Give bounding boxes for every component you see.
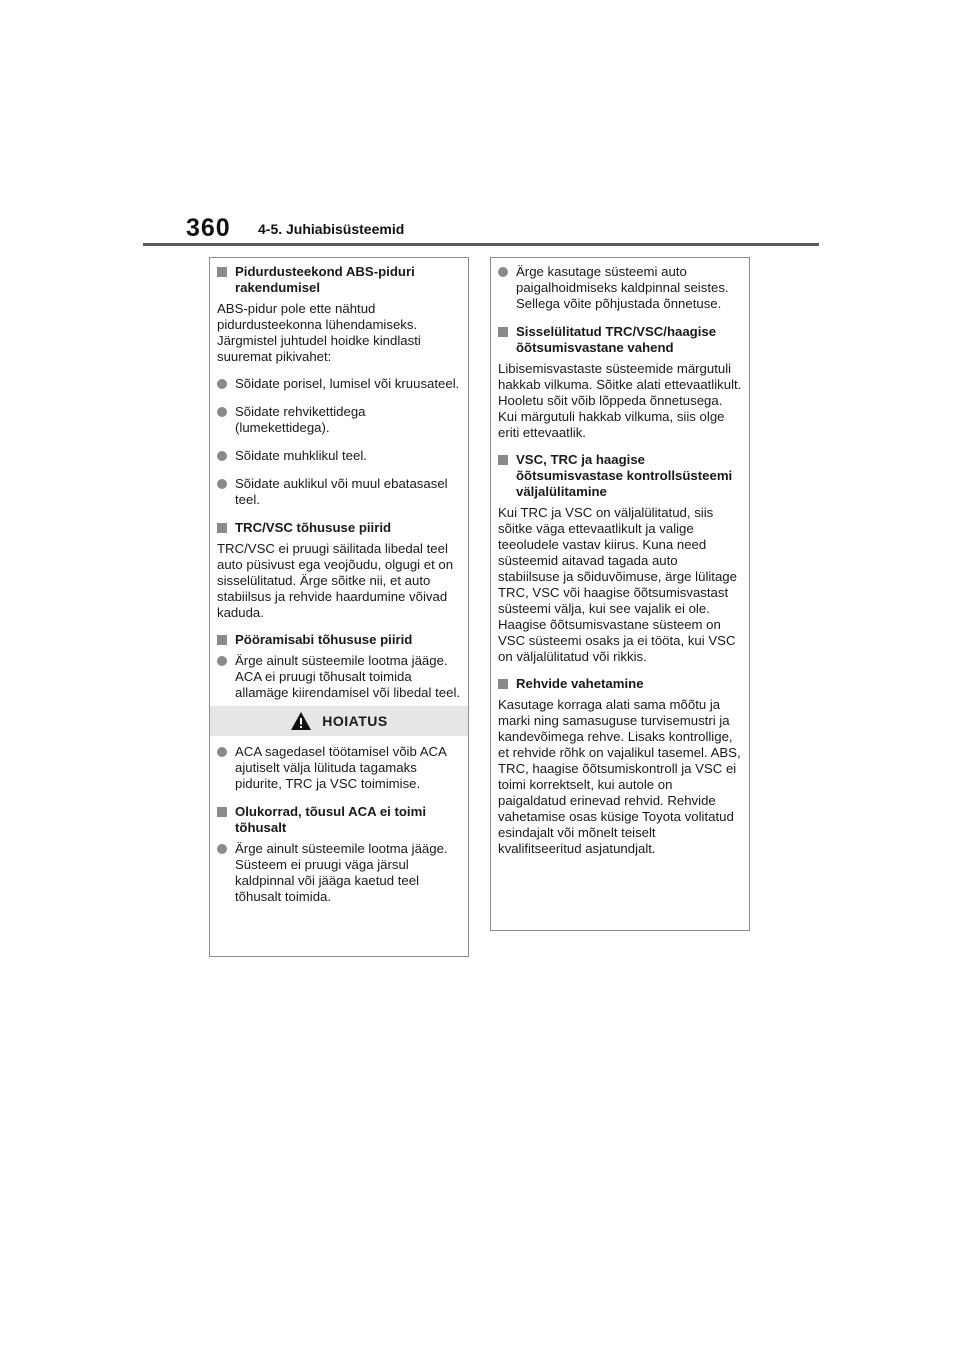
circle-bullet-icon xyxy=(498,267,508,277)
trc-heading xyxy=(217,520,461,536)
left-column xyxy=(209,257,469,957)
square-bullet-icon xyxy=(498,455,508,465)
abs-bullet-4 xyxy=(217,476,461,508)
warning-body xyxy=(210,736,468,905)
warning-banner xyxy=(210,706,468,736)
steer-heading xyxy=(217,632,461,648)
circle-bullet-icon xyxy=(217,407,227,417)
right-column-content xyxy=(491,258,749,857)
tire-change-heading xyxy=(498,676,742,692)
left-column-content xyxy=(210,258,468,701)
trc-on-paragraph: Libisemisvastaste süsteemide märgutuli hakkab vilkuma. Sõitke alati ettevaatlikult. Hooletu sõit võib lõppeda õnnetusega. Kui märgutuli hakkab vilkuma, siis olge eriti ettevaatlik. xyxy=(498,361,742,440)
trc-on-heading-text: Sisselülitatud TRC/VSC/haagise õõtsumisvastane vahend xyxy=(516,324,717,355)
vsc-off-heading-text: VSC, TRC ja haagise õõtsumisvastase kontrollsüsteemi väljalülitamine xyxy=(516,452,733,499)
square-bullet-icon xyxy=(217,267,227,277)
warning-sub-heading xyxy=(217,804,461,836)
page-number: 360 xyxy=(186,214,231,242)
square-bullet-icon xyxy=(498,327,508,337)
abs-bullet-1 xyxy=(217,376,461,392)
right-column xyxy=(490,257,750,931)
square-bullet-icon xyxy=(217,807,227,817)
header-rule xyxy=(143,243,819,246)
square-bullet-icon xyxy=(217,523,227,533)
abs-bullet-3-text: Sõidate muhklikul teel. xyxy=(235,448,367,463)
warning-triangle-icon xyxy=(290,711,312,731)
warning-sub-bullet xyxy=(217,841,461,905)
steer-heading-text: Pööramisabi tõhususe piirid xyxy=(235,632,413,647)
abs-bullet-2 xyxy=(217,404,461,436)
tire-change-paragraph: Kasutage korraga alati sama mõõtu ja marki ning samasuguse turvisemustri ja kandevõimega rehve. Lisaks kontrollige, et rehvide rõhk on vajalikul tasemel. ABS, TRC, haagise õõtsumiskontroll ja VSC ei toimi korrektselt, kui autole on paigaldatud erinevad rehvid. Rehvide vahetamise osas küsige Toyota volitatud esindajalt või mõnelt teiselt kvalifitseeritud asjatundjalt. xyxy=(498,697,741,856)
trc-paragraph: TRC/VSC ei pruugi säilitada libedal teel auto püsivust ega veojõudu, olgugi et on sisselülitatud. Ärge sõitke nii, et auto stabiilsus ja rehvide haardumine võivad kaduda. xyxy=(217,541,454,620)
warning-bullet xyxy=(217,744,461,792)
warning-sub-bullet-text: Ärge ainult süsteemile lootma jääge. Süsteem ei pruugi väga järsul kaldpinnal või jääga kaetud teel tõhusalt toimida. xyxy=(235,841,448,904)
abs-heading-text: Pidurdusteekond ABS-piduri rakendumisel xyxy=(235,264,415,295)
abs-bullet-3 xyxy=(217,448,461,464)
steer-bullet xyxy=(217,653,461,701)
abs-bullet-1-text: Sõidate porisel, lumisel või kruusateel. xyxy=(235,376,460,391)
circle-bullet-icon xyxy=(217,451,227,461)
vsc-off-paragraph: Kui TRC ja VSC on väljalülitatud, siis sõitke väga ettevaatlikult ja valige teeoludele vastav kiirus. Kuna need süsteemid aitavad tagada auto stabiilsuse ja sõiduvõimuse, ärge lülitage TRC, VSC või haagise õõtsumisvastast süsteemi välja, kui see vajalik ei ole. Haagise õõtsumisvastane süsteem on VSC süsteemi osaks ja ei tööta, kui VSC on väljalülitatud või rikkis. xyxy=(498,505,737,664)
warning-bullet-text: ACA sagedasel töötamisel võib ACA ajutiselt välja lülituda tagamaks pidurite, TRC ja VSC toimimise. xyxy=(235,744,447,791)
right-top-bullet xyxy=(498,264,742,312)
circle-bullet-icon xyxy=(217,844,227,854)
tire-change-heading-text: Rehvide vahetamine xyxy=(516,676,644,691)
circle-bullet-icon xyxy=(217,656,227,666)
right-top-bullet-text: Ärge kasutage süsteemi auto paigalhoidmiseks kaldpinnal seistes. Sellega võite põhjustada õnnetuse. xyxy=(516,264,729,311)
trc-heading-text: TRC/VSC tõhususe piirid xyxy=(235,520,392,535)
abs-paragraph: ABS-pidur pole ette nähtud pidurdusteekonna lühendamiseks. Järgmistel juhtudel hoidke kindlasti suuremat pikivahet: xyxy=(217,301,421,364)
warning-sub-heading-text: Olukorrad, tõusul ACA ei toimi tõhusalt xyxy=(235,804,426,835)
section-title: 4-5. Juhiabisüsteemid xyxy=(258,221,405,237)
square-bullet-icon xyxy=(217,635,227,645)
square-bullet-icon xyxy=(498,679,508,689)
circle-bullet-icon xyxy=(217,479,227,489)
warning-label: HOIATUS xyxy=(322,713,388,729)
abs-bullet-2-text: Sõidate rehvikettidega (lumekettidega). xyxy=(235,404,366,435)
circle-bullet-icon xyxy=(217,379,227,389)
vsc-off-heading xyxy=(498,452,742,500)
steer-bullet-text: Ärge ainult süsteemile lootma jääge. ACA ei pruugi tõhusalt toimida allamäge kiirendamisel või libedal teel. xyxy=(235,653,461,700)
abs-heading xyxy=(217,264,461,296)
trc-on-heading xyxy=(498,324,742,356)
circle-bullet-icon xyxy=(217,747,227,757)
abs-bullet-4-text: Sõidate auklikul või muul ebatasasel teel. xyxy=(235,476,448,507)
